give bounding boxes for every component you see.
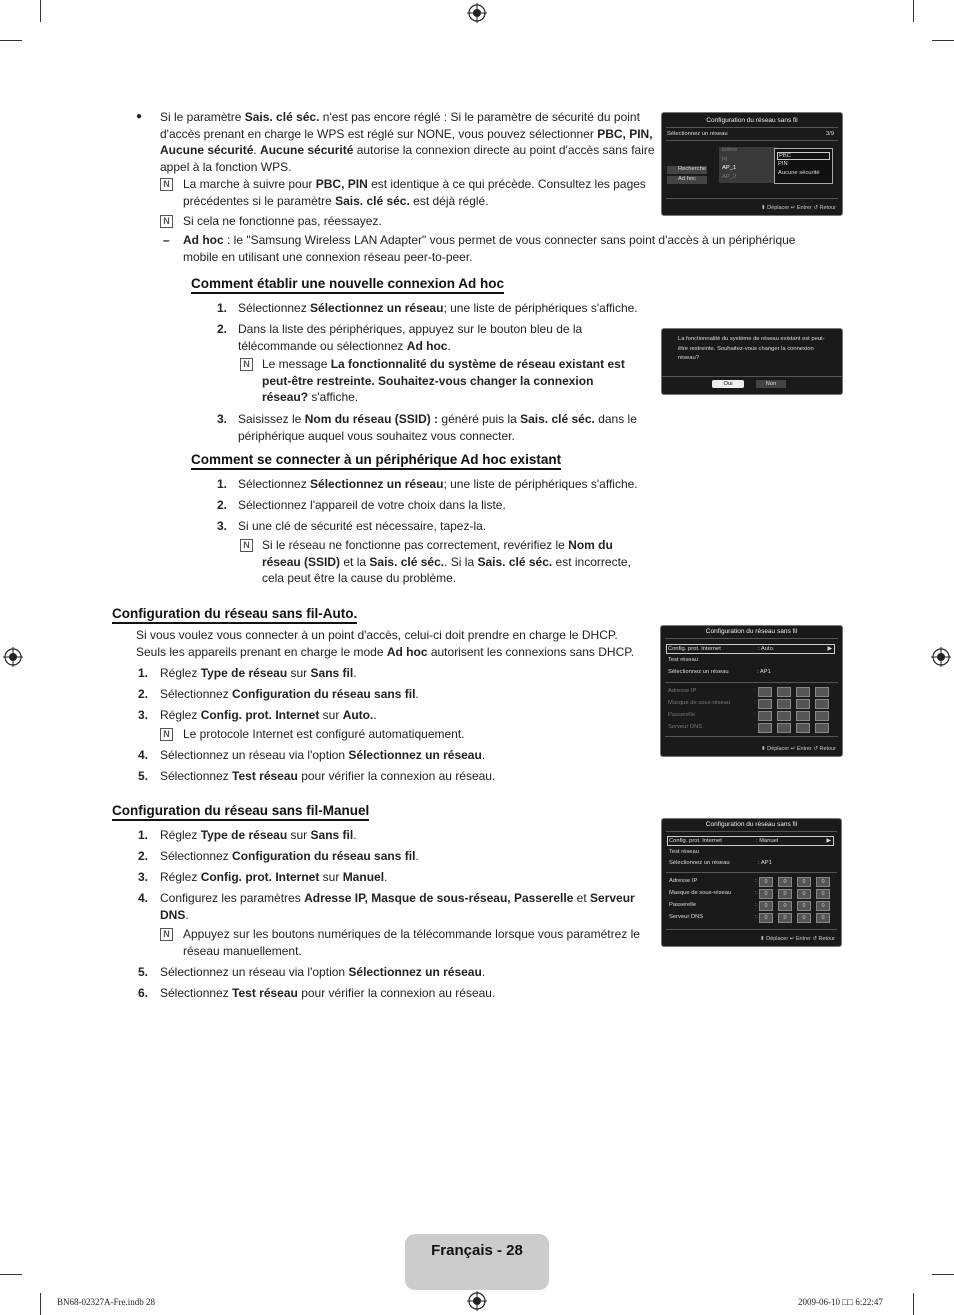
note-text: Si le réseau ne fonctionne pas correctement, revérifiez le Nom du réseau (SSID) et la Sais. clé séc.. Si la Sais. clé séc. est incorrecte, cela peut être la cause du problème. bbox=[262, 538, 631, 585]
note-icon: N bbox=[160, 178, 173, 191]
ip-field-label: Masque de sous-réseau bbox=[669, 890, 732, 896]
ip-octet-input bbox=[777, 711, 791, 721]
tv-screen-manual-config bbox=[661, 818, 842, 947]
bullet-paragraph: Si le paramètre Sais. clé séc. n'est pas encore réglé : Si le paramètre de sécurité du point d'accès prenant en charge le WPS est réglé sur NONE, vous pouvez sélectionner PBC, PIN, Aucune sécurité. Aucune sécurité autorise la connexion directe au point d'accès sans faire appel à la fonction WPS. bbox=[160, 110, 655, 174]
test-network-row[interactable]: Test réseau bbox=[668, 657, 698, 663]
registration-mark-icon bbox=[931, 647, 951, 667]
ip-octet-input[interactable]: 0 bbox=[797, 901, 811, 911]
screen-title: Configuration du réseau sans fil bbox=[706, 117, 798, 124]
ip-octet-input bbox=[815, 699, 829, 709]
step-text: Sélectionnez un réseau via l'option Sélectionnez un réseau. bbox=[160, 748, 486, 762]
ip-octet-input[interactable]: 0 bbox=[797, 913, 811, 923]
ip-octet-input bbox=[796, 687, 810, 697]
dialog-message: La fonctionnalité du système de réseau existant est peut-être restreinte. Souhaitez-vous changer la connexion réseau? bbox=[678, 336, 825, 361]
step-text: Sélectionnez Configuration du réseau sans fil. bbox=[160, 687, 419, 701]
step-text: Sélectionnez l'appareil de votre choix dans la liste. bbox=[238, 498, 506, 512]
note-icon: N bbox=[240, 539, 253, 552]
print-file-label: BN68-02327A-Fre.indb 28 bbox=[57, 1297, 155, 1307]
crop-mark bbox=[913, 0, 914, 22]
ip-field-label: Passerelle bbox=[668, 712, 696, 718]
step-number: 2. bbox=[217, 322, 228, 336]
step-number: 4. bbox=[138, 748, 149, 762]
note-icon: N bbox=[240, 358, 253, 371]
ip-octet-input[interactable]: 0 bbox=[816, 877, 830, 887]
step-text: Sélectionnez Configuration du réseau sans fil. bbox=[160, 849, 419, 863]
ip-octet-input[interactable]: 0 bbox=[797, 889, 811, 899]
section-intro: Si vous voulez vous connecter à un point d'accès, celui-ci doit prendre en charge le DHCP. Seuls les appareils prenant en charge le mode Ad hoc autorisent les connexions sans DHCP. bbox=[136, 628, 635, 659]
page-footer-tab bbox=[405, 1234, 549, 1290]
crop-mark bbox=[40, 1293, 41, 1315]
note-text: Le protocole Internet est configuré automatiquement. bbox=[183, 727, 465, 741]
step-text: Configurez les paramètres Adresse IP, Masque de sous-réseau, Passerelle et Serveur DNS. bbox=[160, 891, 635, 922]
ip-octet-input bbox=[777, 723, 791, 733]
step-text: Si une clé de sécurité est nécessaire, tapez-la. bbox=[238, 519, 487, 533]
note-text: Appuyez sur les boutons numériques de la télécommande lorsque vous paramétrez le réseau manuellement. bbox=[183, 927, 640, 958]
screen-footer: ⬍ Déplacer ↵ Entrer ↺ Retour bbox=[761, 205, 836, 211]
step-text: Sélectionnez Test réseau pour vérifier la connexion au réseau. bbox=[160, 769, 496, 783]
network-item[interactable]: jsj bbox=[722, 156, 728, 162]
step-number: 3. bbox=[138, 870, 149, 884]
ip-octet-input[interactable]: 0 bbox=[759, 877, 773, 887]
ip-octet-input bbox=[815, 711, 829, 721]
ip-octet-input[interactable]: 0 bbox=[759, 901, 773, 911]
ip-config-row[interactable]: Config. prot. Internet : Manuel ▶ bbox=[667, 836, 834, 846]
adhoc-paragraph: Ad hoc : le "Samsung Wireless LAN Adapter" vous permet de vous connecter sans point d'accès à un périphérique mobile en utilisant une connexion réseau peer-to-peer. bbox=[183, 233, 796, 264]
ip-octet-input bbox=[758, 711, 772, 721]
section-heading: Comment établir une nouvelle connexion Ad hoc bbox=[191, 276, 504, 294]
network-item[interactable]: AP_2 bbox=[722, 174, 737, 180]
ip-field-separator: : bbox=[755, 914, 757, 920]
ip-field-label: Masque de sous-réseau bbox=[668, 700, 731, 706]
network-item[interactable]: iptime bbox=[722, 147, 738, 153]
registration-mark-icon bbox=[3, 647, 23, 667]
ip-octet-input bbox=[796, 711, 810, 721]
step-number: 3. bbox=[217, 412, 228, 426]
step-number: 6. bbox=[138, 986, 149, 1000]
step-text: Réglez Type de réseau sur Sans fil. bbox=[160, 666, 357, 680]
popup-option[interactable]: PBC bbox=[777, 152, 830, 160]
step-text: Réglez Config. prot. Internet sur Manuel. bbox=[160, 870, 388, 884]
ip-octet-input bbox=[796, 699, 810, 709]
popup-option[interactable]: PIN bbox=[778, 161, 788, 167]
ip-octet-input bbox=[796, 723, 810, 733]
screen-title: Configuration du réseau sans fil bbox=[705, 628, 798, 635]
popup-option[interactable]: Aucune sécurité bbox=[778, 170, 820, 176]
section-heading: Configuration du réseau sans fil-Manuel bbox=[112, 803, 369, 821]
ip-octet-input[interactable]: 0 bbox=[778, 877, 792, 887]
step-number: 4. bbox=[138, 891, 149, 905]
crop-mark bbox=[932, 40, 954, 41]
note-icon: N bbox=[160, 928, 173, 941]
ip-field-separator: : bbox=[754, 712, 756, 718]
tv-screen-network-list bbox=[661, 112, 843, 216]
ip-octet-input[interactable]: 0 bbox=[797, 877, 811, 887]
step-number: 2. bbox=[138, 687, 149, 701]
ip-field-separator: : bbox=[754, 700, 756, 706]
ip-octet-input[interactable]: 0 bbox=[816, 901, 830, 911]
step-text: Sélectionnez Test réseau pour vérifier la connexion au réseau. bbox=[160, 986, 496, 1000]
screen-footer: ⬍ Déplacer ↵ Entrer ↺ Retour bbox=[760, 936, 835, 942]
step-number: 5. bbox=[138, 965, 149, 979]
step-number: 3. bbox=[217, 519, 228, 533]
ip-field-separator: : bbox=[755, 902, 757, 908]
select-network-row[interactable]: Sélectionnez un réseau : AP1 bbox=[669, 860, 772, 866]
ip-octet-input bbox=[758, 699, 772, 709]
note-icon: N bbox=[160, 215, 173, 228]
ip-octet-input bbox=[777, 687, 791, 697]
ip-field-label: Serveur DNS bbox=[669, 914, 704, 920]
test-network-row[interactable]: Test réseau bbox=[669, 849, 699, 855]
ip-octet-input[interactable]: 0 bbox=[759, 913, 773, 923]
ip-field-label: Adresse IP bbox=[668, 688, 697, 694]
ip-octet-input[interactable]: 0 bbox=[778, 901, 792, 911]
step-number: 1. bbox=[217, 301, 228, 315]
ip-octet-input[interactable]: 0 bbox=[778, 889, 792, 899]
crop-mark bbox=[0, 40, 22, 41]
page-number-label: Français - 28 bbox=[431, 1242, 523, 1259]
note-icon: N bbox=[160, 728, 173, 741]
crop-mark bbox=[0, 1274, 22, 1275]
step-text: Sélectionnez Sélectionnez un réseau; une liste de périphériques s'affiche. bbox=[238, 477, 638, 491]
ip-field-separator: : bbox=[754, 724, 756, 730]
registration-mark-icon bbox=[467, 1291, 487, 1311]
ip-octet-input[interactable]: 0 bbox=[759, 889, 773, 899]
ip-octet-input bbox=[815, 723, 829, 733]
crop-mark bbox=[40, 0, 41, 22]
registration-mark-icon bbox=[467, 3, 487, 23]
ip-field-separator: : bbox=[755, 878, 757, 884]
step-number: 1. bbox=[138, 828, 149, 842]
ip-config-row[interactable]: Config. prot. Internet : Auto. ▶ bbox=[666, 644, 835, 654]
note-text: Si cela ne fonctionne pas, réessayez. bbox=[183, 214, 382, 228]
search-button[interactable]: Recherche bbox=[678, 166, 707, 172]
crop-mark bbox=[932, 1274, 954, 1275]
step-text: Réglez Type de réseau sur Sans fil. bbox=[160, 828, 357, 842]
tv-screen-confirm-dialog bbox=[661, 328, 843, 395]
step-number: 5. bbox=[138, 769, 149, 783]
ip-field-label: Passerelle bbox=[669, 902, 697, 908]
step-number: 1. bbox=[138, 666, 149, 680]
network-item[interactable]: AP_1 bbox=[722, 165, 737, 171]
screen-footer: ⬍ Déplacer ↵ Entrer ↺ Retour bbox=[761, 746, 836, 752]
step-text: Sélectionnez un réseau via l'option Sélectionnez un réseau. bbox=[160, 965, 486, 979]
adhoc-button[interactable]: Ad hoc bbox=[678, 176, 697, 182]
ip-octet-input[interactable]: 0 bbox=[816, 913, 830, 923]
tv-screen-auto-config bbox=[660, 625, 843, 757]
note-text: La marche à suivre pour PBC, PIN est identique à ce qui précède. Consultez les pages précédentes si le paramètre Sais. clé séc. est déjà réglé. bbox=[183, 177, 646, 208]
select-network-row[interactable]: Sélectionnez un réseau : AP1 bbox=[668, 669, 771, 675]
screen-count: 3/9 bbox=[825, 131, 834, 137]
step-text: Réglez Config. prot. Internet sur Auto.. bbox=[160, 708, 377, 722]
ip-octet-input bbox=[758, 687, 772, 697]
section-heading: Comment se connecter à un périphérique Ad hoc existant bbox=[191, 452, 561, 470]
step-number: 2. bbox=[138, 849, 149, 863]
crop-mark bbox=[913, 1293, 914, 1315]
bullet-icon: ● bbox=[136, 111, 143, 122]
note-text: Le message La fonctionnalité du système de réseau existant est peut-être restreinte. Souhaitez-vous changer la connexion réseau? s'affiche. bbox=[262, 357, 625, 404]
screen-title: Configuration du réseau sans fil bbox=[705, 821, 798, 828]
ip-field-separator: : bbox=[755, 890, 757, 896]
step-text: Sélectionnez Sélectionnez un réseau; une liste de périphériques s'affiche. bbox=[238, 301, 638, 315]
ip-field-separator: : bbox=[754, 688, 756, 694]
yes-button[interactable]: Oui bbox=[712, 380, 744, 388]
no-button[interactable]: Non bbox=[756, 380, 786, 388]
ip-field-label: Serveur DNS bbox=[668, 724, 703, 730]
step-number: 1. bbox=[217, 477, 228, 491]
arrow-right-icon: ▶ bbox=[826, 838, 831, 844]
print-date-label: 2009-06-10 □□ 6:22:47 bbox=[798, 1297, 883, 1307]
screen-label: Sélectionnez un réseau bbox=[667, 131, 728, 137]
ip-octet-input[interactable]: 0 bbox=[816, 889, 830, 899]
dash-marker: – bbox=[163, 233, 170, 247]
ip-octet-input[interactable]: 0 bbox=[778, 913, 792, 923]
section-heading: Configuration du réseau sans fil-Auto. bbox=[112, 606, 357, 624]
arrow-right-icon: ▶ bbox=[827, 646, 832, 652]
ip-octet-input bbox=[758, 723, 772, 733]
ip-octet-input bbox=[777, 699, 791, 709]
step-number: 2. bbox=[217, 498, 228, 512]
ip-octet-input bbox=[815, 687, 829, 697]
ip-field-label: Adresse IP bbox=[669, 878, 698, 884]
step-text: Dans la liste des périphériques, appuyez sur le bouton bleu de la télécommande ou sélectionnez Ad hoc. bbox=[238, 322, 583, 353]
step-text: Saisissez le Nom du réseau (SSID) : généré puis la Sais. clé séc. dans le périphérique auquel vous souhaitez vous connecter. bbox=[238, 412, 637, 443]
step-number: 3. bbox=[138, 708, 149, 722]
